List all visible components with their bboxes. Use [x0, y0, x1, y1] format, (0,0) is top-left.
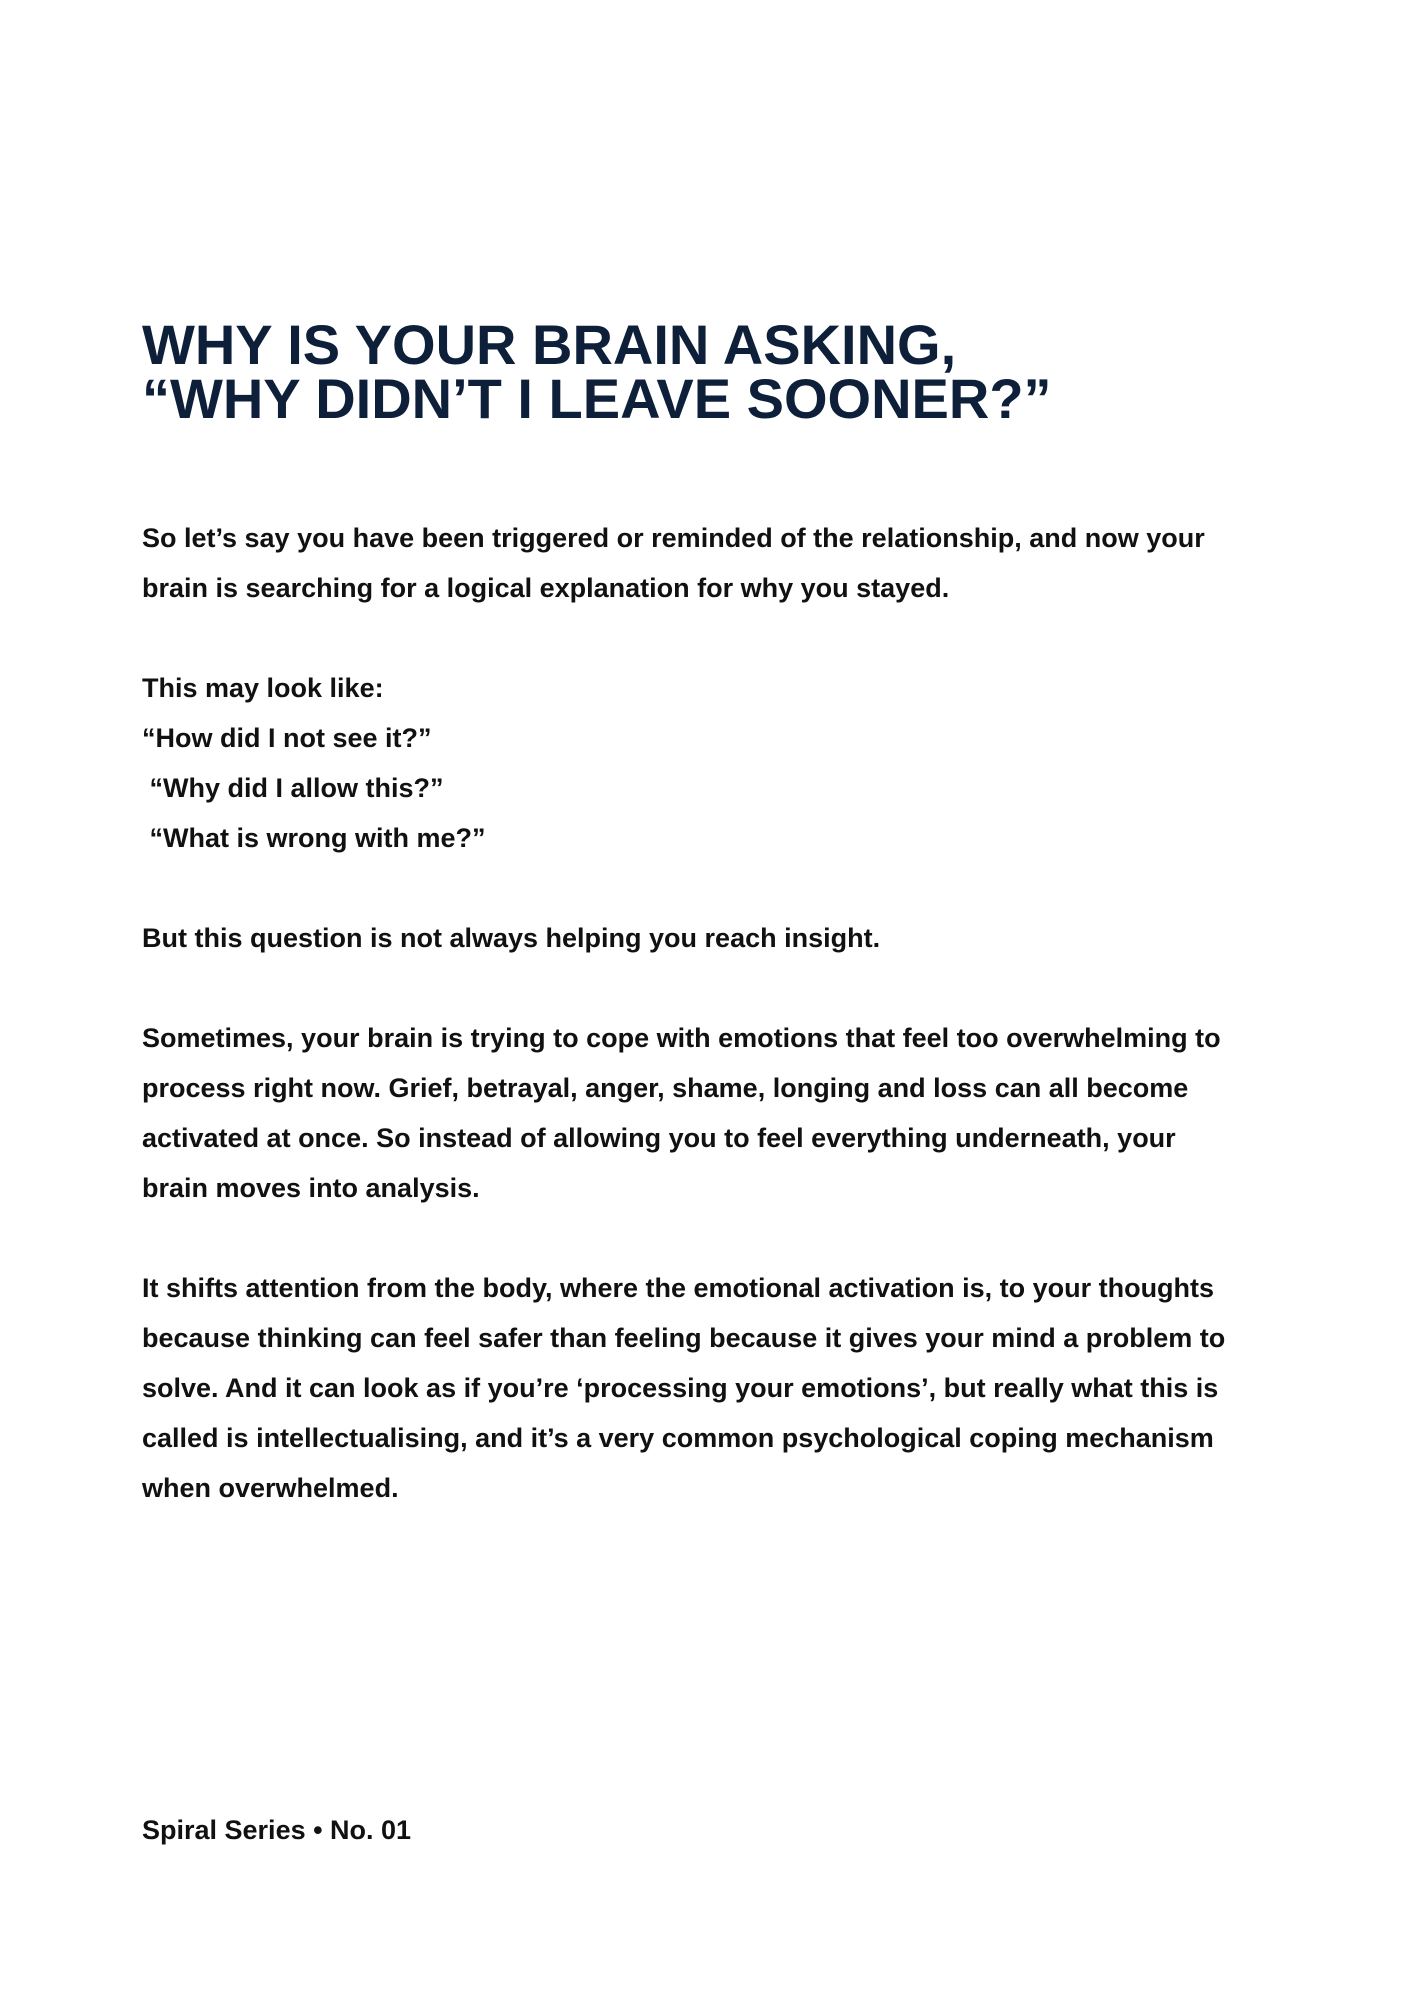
- paragraph-line: when overwhelmed.: [142, 1473, 399, 1503]
- paragraph-line: because thinking can feel safer than feeling because it gives your mind a problem to: [142, 1323, 1226, 1353]
- document-content: [142, 313, 1292, 1563]
- paragraph-intro: [142, 513, 1292, 613]
- paragraph-line: So let’s say you have been triggered or reminded of the relationship, and now your: [142, 523, 1205, 553]
- paragraph-line: But this question is not always helping you reach insight.: [142, 923, 881, 953]
- quote-line: “Why did I allow this?”: [142, 773, 444, 803]
- paragraph-coping: [142, 1013, 1292, 1213]
- paragraph-line: This may look like:: [142, 673, 384, 703]
- page-title: [142, 313, 1292, 430]
- title-line-1: WHY IS YOUR BRAIN ASKING,: [142, 313, 957, 376]
- paragraph-line: solve. And it can look as if you’re ‘processing your emotions’, but really what this is: [142, 1373, 1219, 1403]
- paragraph-insight: [142, 913, 1292, 963]
- paragraph-line: called is intellectualising, and it’s a very common psychological coping mechanism: [142, 1423, 1214, 1453]
- paragraph-line: brain moves into analysis.: [142, 1173, 480, 1203]
- paragraph-line: activated at once. So instead of allowing you to feel everything underneath, your: [142, 1123, 1176, 1153]
- title-line-2: “WHY DIDN’T I LEAVE SOONER?”: [142, 367, 1052, 430]
- quote-line: “How did I not see it?”: [142, 723, 432, 753]
- paragraph-line: Sometimes, your brain is trying to cope with emotions that feel too overwhelming to: [142, 1023, 1221, 1053]
- paragraph-line: It shifts attention from the body, where the emotional activation is, to your thoughts: [142, 1273, 1215, 1303]
- paragraph-intellectualising: [142, 1263, 1292, 1513]
- series-footer: Spiral Series • No. 01: [142, 1815, 412, 1845]
- paragraph-examples: [142, 663, 1292, 863]
- paragraph-line: brain is searching for a logical explanation for why you stayed.: [142, 573, 950, 603]
- paragraph-line: process right now. Grief, betrayal, anger, shame, longing and loss can all become: [142, 1073, 1189, 1103]
- body-text: [142, 513, 1292, 1513]
- quote-line: “What is wrong with me?”: [142, 823, 486, 853]
